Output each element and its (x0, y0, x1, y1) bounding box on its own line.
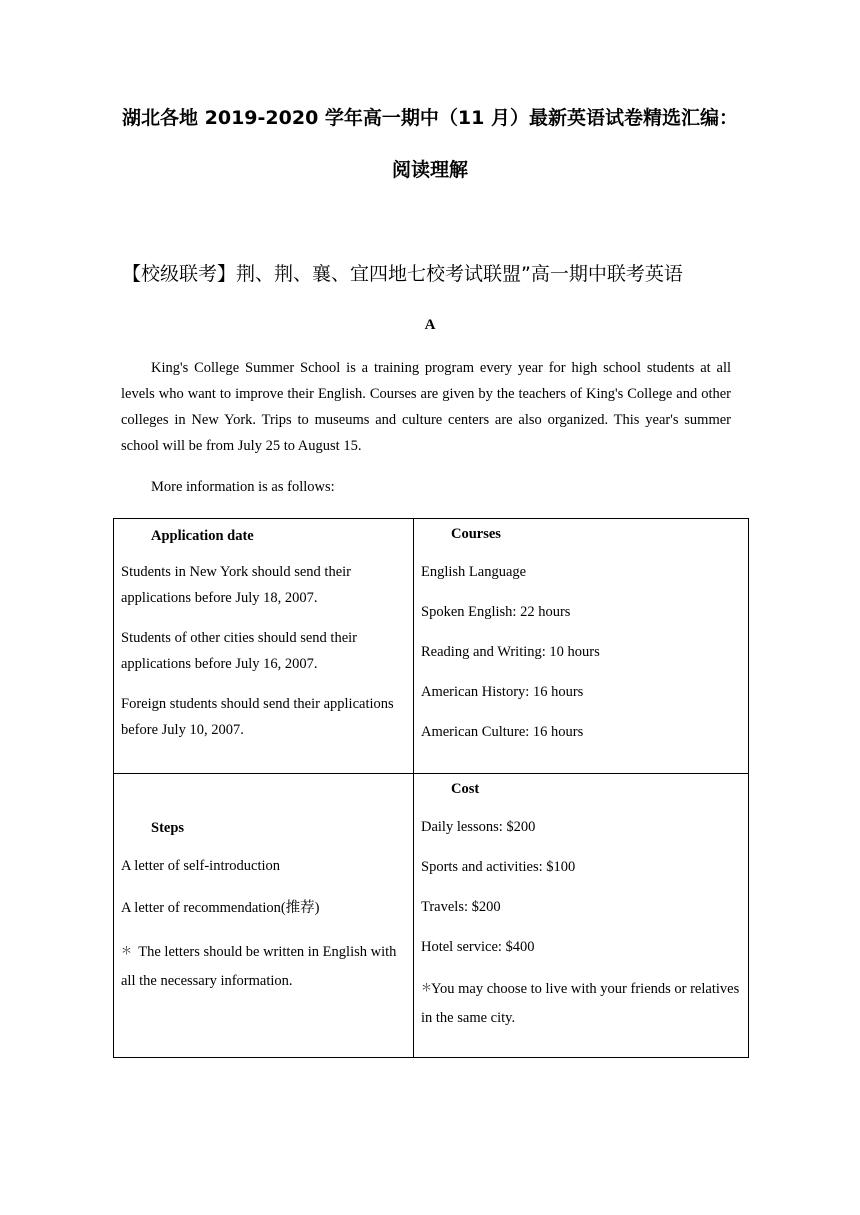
intro-paragraph: King's College Summer School is a training program every year for high school students at all levels who want to improve their English. Courses are given by the teachers of King's College and other colleges in New York. Trips to museums and culture centers are also organized. This year's summer school will be from July 25 to August 15. (121, 360, 731, 454)
application-item: Students of other cities should send their applications before July 16, 2007. (121, 630, 357, 672)
info-table (113, 518, 749, 1058)
application-item: Foreign students should send their applications before July 10, 2007. (121, 696, 394, 738)
application-heading: Application date (151, 528, 254, 544)
cost-item: Hotel service: $400 (421, 939, 535, 955)
step-item: A letter of self-introduction (121, 858, 281, 874)
course-item: English Language (421, 564, 527, 580)
step-item: A letter of recommendation(推荐) (121, 900, 320, 916)
cost-note (421, 974, 741, 1033)
cost-item: Travels: $200 (421, 899, 501, 915)
course-item: American History: 16 hours (421, 684, 584, 700)
courses-heading: Courses (451, 526, 501, 542)
steps-note (121, 937, 406, 996)
course-item: Spoken English: 22 hours (421, 604, 571, 620)
steps-note-text: The letters should be written in English with all the necessary information. (121, 944, 397, 989)
more-info-text: More information is as follows: (151, 479, 335, 495)
courses-cell (414, 519, 749, 774)
passage-letter: A (424, 317, 436, 333)
section-heading: 【校级联考】荆、荆、襄、宜四地七校考试联盟”高一期中联考英语 (122, 263, 683, 285)
course-item: Reading and Writing: 10 hours (421, 644, 600, 660)
asterisk-icon: ＊ (421, 982, 432, 994)
document-title: 湖北各地 2019-2020 学年高一期中（11 月）最新英语试卷精选汇编： (122, 107, 738, 129)
steps-heading: Steps (151, 820, 185, 836)
cost-note-text: You may choose to live with your friends or relatives in the same city. (421, 981, 740, 1026)
cost-item: Sports and activities: $100 (421, 859, 576, 875)
application-cell (114, 519, 414, 774)
asterisk-icon: ＊ (121, 945, 132, 957)
cost-item: Daily lessons: $200 (421, 819, 536, 835)
steps-cell (114, 774, 414, 1058)
table-row (114, 774, 749, 1058)
table-row (114, 519, 749, 774)
course-item: American Culture: 16 hours (421, 724, 584, 740)
document-subtitle: 阅读理解 (391, 159, 468, 181)
cost-heading: Cost (451, 781, 480, 797)
application-item: Students in New York should send their applications before July 18, 2007. (121, 564, 351, 606)
cost-cell (414, 774, 749, 1058)
